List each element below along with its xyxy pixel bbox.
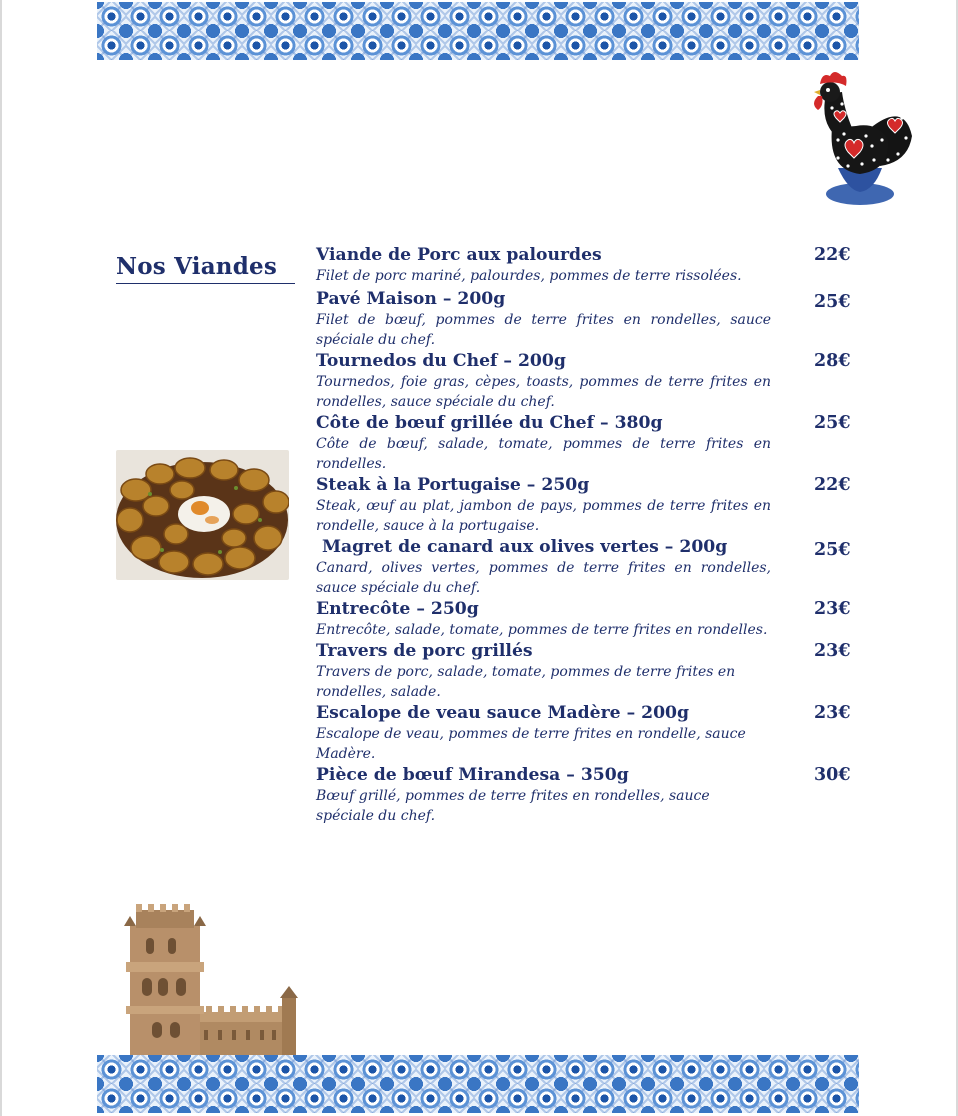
dish-name: Magret de canard aux olives vertes – 200g: [316, 537, 728, 557]
dish-price: 22€: [814, 245, 851, 265]
dish-name: Steak à la Portugaise – 250g: [316, 475, 590, 495]
menu-item: [316, 244, 856, 286]
belem-tower-icon: [122, 902, 302, 1062]
dish-price: 23€: [814, 599, 851, 619]
menu-item: [316, 598, 856, 640]
dish-price: 30€: [814, 765, 851, 785]
menu-item: [316, 640, 856, 702]
dish-description: Côte de bœuf, salade, tomate, pommes de terre frites en rondelles.: [316, 436, 771, 472]
dish-price: 25€: [814, 413, 851, 433]
barcelos-rooster-icon: [808, 70, 918, 210]
azulejo-border-bottom: [97, 1055, 859, 1113]
dish-price: 23€: [814, 641, 851, 661]
dish-name: Travers de porc grillés: [316, 641, 533, 661]
menu-item: [316, 412, 856, 474]
dish-name: Escalope de veau sauce Madère – 200g: [316, 703, 690, 723]
dish-name: Côte de bœuf grillée du Chef – 380g: [316, 413, 663, 433]
menu-item: [316, 536, 856, 598]
menu-item: [316, 350, 856, 412]
menu-list: [316, 244, 856, 826]
dish-price: 25€: [814, 540, 851, 560]
dish-description: Filet de porc mariné, palourdes, pommes de terre rissolées.: [316, 268, 742, 284]
menu-item: [316, 474, 856, 536]
menu-item: [316, 702, 856, 764]
dish-name: Viande de Porc aux palourdes: [316, 245, 602, 265]
dish-price: 23€: [814, 703, 851, 723]
dish-description: Bœuf grillé, pommes de terre frites en rondelles, sauce spéciale du chef.: [316, 788, 710, 824]
dish-description: Filet de bœuf, pommes de terre frites en rondelles, sauce spéciale du chef.: [316, 312, 771, 348]
page-edge-left: [0, 0, 2, 1116]
dish-description: Travers de porc, salade, tomate, pommes de terre frites en rondelles, salade.: [316, 664, 736, 700]
dish-name: Pièce de bœuf Mirandesa – 350g: [316, 765, 629, 785]
dish-name: Tournedos du Chef – 200g: [316, 351, 566, 371]
azulejo-border-top: [97, 2, 859, 60]
dish-description: Canard, olives vertes, pommes de terre frites en rondelles, sauce spéciale du chef.: [316, 560, 771, 596]
dish-name: Entrecôte – 250g: [316, 599, 479, 619]
dish-name: Pavé Maison – 200g: [316, 289, 506, 309]
dish-price: 28€: [814, 351, 851, 371]
menu-item: [316, 764, 856, 826]
dish-price: 22€: [814, 475, 851, 495]
dish-photo: [116, 450, 289, 580]
menu-item: [316, 288, 856, 350]
section-title: Nos Viandes: [116, 253, 295, 284]
dish-price: 25€: [814, 292, 851, 312]
dish-description: Tournedos, foie gras, cèpes, toasts, pommes de terre frites en rondelles, sauce spéciale du chef.: [316, 374, 771, 410]
dish-description: Escalope de veau, pommes de terre frites en rondelle, sauce Madère.: [316, 726, 746, 762]
dish-description: Entrecôte, salade, tomate, pommes de terre frites en rondelles.: [316, 622, 768, 638]
dish-description: Steak, œuf au plat, jambon de pays, pommes de terre frites en rondelle, sauce à la portugaise.: [316, 498, 771, 534]
